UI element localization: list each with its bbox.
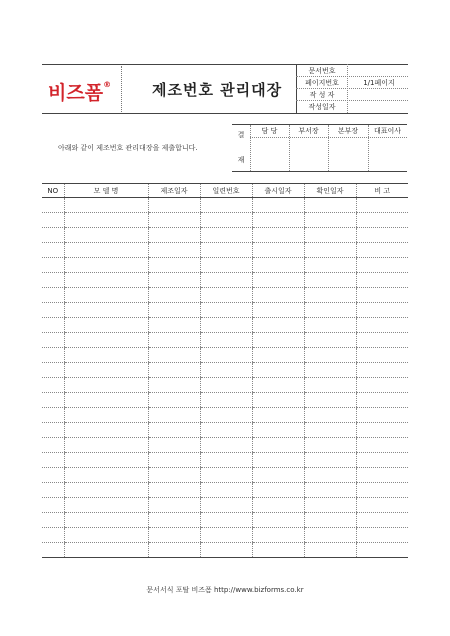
table-cell[interactable] — [200, 513, 252, 528]
table-cell[interactable] — [42, 378, 64, 393]
meta-date: 작성일자 — [308, 103, 336, 111]
approval-side-top: 결 — [237, 131, 245, 139]
table-cell[interactable] — [64, 378, 148, 393]
table-row — [42, 348, 408, 363]
table-row — [42, 543, 408, 558]
table-cell[interactable] — [42, 498, 64, 513]
table-cell[interactable] — [148, 453, 200, 468]
col-check-date: 확인일자 — [304, 184, 356, 198]
table-row — [42, 273, 408, 288]
table-body — [42, 198, 408, 558]
table-cell[interactable] — [200, 303, 252, 318]
table-row — [42, 198, 408, 213]
table-cell[interactable] — [252, 273, 304, 288]
table-row — [42, 468, 408, 483]
table-cell[interactable] — [148, 288, 200, 303]
table-cell[interactable] — [64, 453, 148, 468]
table-cell[interactable] — [148, 273, 200, 288]
meta-page-number: 페이지번호 1/1페이지 — [296, 76, 408, 89]
table-row — [42, 333, 408, 348]
table-cell[interactable] — [42, 393, 64, 408]
table-cell[interactable] — [200, 528, 252, 543]
table-cell[interactable] — [200, 318, 252, 333]
table-cell[interactable] — [252, 378, 304, 393]
table-row — [42, 303, 408, 318]
table-cell[interactable] — [356, 213, 408, 228]
table-cell[interactable] — [148, 363, 200, 378]
table-cell[interactable] — [252, 408, 304, 423]
table-cell[interactable] — [42, 543, 64, 558]
table-cell[interactable] — [304, 213, 356, 228]
table-cell[interactable] — [356, 258, 408, 273]
table-cell[interactable] — [64, 288, 148, 303]
table-cell[interactable] — [356, 468, 408, 483]
table-cell[interactable] — [304, 393, 356, 408]
table-cell[interactable] — [304, 378, 356, 393]
table-cell[interactable] — [200, 258, 252, 273]
table-cell[interactable] — [42, 228, 64, 243]
table-cell[interactable] — [42, 288, 64, 303]
table-row — [42, 288, 408, 303]
table-cell[interactable] — [356, 408, 408, 423]
table-cell[interactable] — [200, 363, 252, 378]
table-cell[interactable] — [200, 378, 252, 393]
table-cell[interactable] — [304, 543, 356, 558]
table-cell[interactable] — [64, 468, 148, 483]
table-cell[interactable] — [64, 363, 148, 378]
table-cell[interactable] — [200, 393, 252, 408]
table-cell[interactable] — [148, 543, 200, 558]
table-cell[interactable] — [64, 273, 148, 288]
table-cell[interactable] — [304, 243, 356, 258]
table-cell[interactable] — [356, 288, 408, 303]
table-cell[interactable] — [42, 243, 64, 258]
col-model-name: 모 델 명 — [64, 184, 148, 198]
table-cell[interactable] — [200, 243, 252, 258]
table-cell[interactable] — [148, 348, 200, 363]
table-cell[interactable] — [356, 243, 408, 258]
table-cell[interactable] — [148, 258, 200, 273]
table-cell[interactable] — [356, 513, 408, 528]
table-cell[interactable] — [64, 198, 148, 213]
table-cell[interactable] — [304, 483, 356, 498]
table-cell[interactable] — [200, 498, 252, 513]
table-cell[interactable] — [148, 498, 200, 513]
bizforms-logo: 비즈폼® — [48, 80, 112, 104]
meta-author: 작 성 자 — [296, 88, 408, 101]
table-cell[interactable] — [200, 213, 252, 228]
table-cell[interactable] — [304, 273, 356, 288]
table-cell[interactable] — [148, 423, 200, 438]
document-meta-box — [296, 64, 408, 113]
header-bottom-rule — [42, 113, 408, 114]
table-cell[interactable] — [64, 483, 148, 498]
table-row — [42, 258, 408, 273]
table-cell[interactable] — [252, 483, 304, 498]
table-cell[interactable] — [252, 258, 304, 273]
table-cell[interactable] — [304, 438, 356, 453]
table-cell[interactable] — [356, 393, 408, 408]
table-cell[interactable] — [356, 498, 408, 513]
table-row — [42, 318, 408, 333]
intro-text: 아래와 같이 제조번호 관리대장을 제출합니다. — [58, 144, 198, 152]
table-cell[interactable] — [252, 363, 304, 378]
table-cell[interactable] — [64, 243, 148, 258]
table-cell[interactable] — [304, 528, 356, 543]
table-cell[interactable] — [200, 228, 252, 243]
table-cell[interactable] — [42, 453, 64, 468]
table-cell[interactable] — [356, 423, 408, 438]
table-cell[interactable] — [252, 438, 304, 453]
table-cell[interactable] — [200, 198, 252, 213]
logo-divider — [121, 66, 122, 112]
table-cell[interactable] — [42, 423, 64, 438]
table-cell[interactable] — [252, 543, 304, 558]
table-cell[interactable] — [304, 348, 356, 363]
table-cell[interactable] — [304, 288, 356, 303]
table-cell[interactable] — [304, 363, 356, 378]
table-cell[interactable] — [356, 378, 408, 393]
table-cell[interactable] — [42, 438, 64, 453]
table-row — [42, 453, 408, 468]
table-cell[interactable] — [252, 228, 304, 243]
table-cell[interactable] — [356, 483, 408, 498]
table-cell[interactable] — [200, 423, 252, 438]
table-row — [42, 513, 408, 528]
table-cell[interactable] — [42, 513, 64, 528]
table-cell[interactable] — [356, 348, 408, 363]
table-cell[interactable] — [304, 468, 356, 483]
table-cell[interactable] — [42, 408, 64, 423]
table-cell[interactable] — [148, 243, 200, 258]
table-cell[interactable] — [200, 408, 252, 423]
table-cell[interactable] — [252, 333, 304, 348]
table-cell[interactable] — [148, 333, 200, 348]
table-cell[interactable] — [64, 318, 148, 333]
table-cell[interactable] — [200, 453, 252, 468]
table-cell[interactable] — [356, 318, 408, 333]
table-cell[interactable] — [252, 348, 304, 363]
table-cell[interactable] — [200, 348, 252, 363]
table-row — [42, 423, 408, 438]
table-cell[interactable] — [200, 288, 252, 303]
table-cell[interactable] — [42, 258, 64, 273]
table-cell[interactable] — [304, 513, 356, 528]
table-cell[interactable] — [252, 213, 304, 228]
table-cell[interactable] — [252, 198, 304, 213]
table-cell[interactable] — [200, 333, 252, 348]
table-cell[interactable] — [252, 453, 304, 468]
table-cell[interactable] — [304, 318, 356, 333]
table-cell[interactable] — [148, 468, 200, 483]
table-cell[interactable] — [200, 273, 252, 288]
table-cell[interactable] — [42, 363, 64, 378]
table-cell[interactable] — [64, 303, 148, 318]
table-cell[interactable] — [252, 468, 304, 483]
table-cell[interactable] — [252, 393, 304, 408]
table-cell[interactable] — [200, 438, 252, 453]
col-remarks: 비 고 — [356, 184, 408, 198]
table-row — [42, 243, 408, 258]
table-cell[interactable] — [200, 483, 252, 498]
table-cell[interactable] — [356, 363, 408, 378]
approval-side-bottom: 재 — [237, 156, 245, 164]
table-cell[interactable] — [148, 438, 200, 453]
meta-doc-number: 문서번호 — [296, 64, 408, 77]
table-cell[interactable] — [148, 408, 200, 423]
table-cell[interactable] — [356, 198, 408, 213]
table-cell[interactable] — [252, 498, 304, 513]
table-cell[interactable] — [148, 528, 200, 543]
table-row — [42, 228, 408, 243]
table-cell[interactable] — [356, 528, 408, 543]
table-cell[interactable] — [148, 393, 200, 408]
table-cell[interactable] — [252, 513, 304, 528]
approval-box — [232, 124, 407, 172]
table-cell[interactable] — [356, 543, 408, 558]
table-cell[interactable] — [42, 273, 64, 288]
approval-role-staff: 담 당 — [261, 127, 278, 135]
col-no: NO — [42, 184, 64, 198]
table-cell[interactable] — [148, 303, 200, 318]
table-cell[interactable] — [42, 468, 64, 483]
table-row — [42, 483, 408, 498]
table-cell[interactable] — [64, 348, 148, 363]
table-cell[interactable] — [64, 543, 148, 558]
table-cell[interactable] — [42, 198, 64, 213]
table-cell[interactable] — [252, 318, 304, 333]
table-cell[interactable] — [42, 333, 64, 348]
table-cell[interactable] — [304, 453, 356, 468]
table-cell[interactable] — [148, 513, 200, 528]
table-cell[interactable] — [304, 423, 356, 438]
table-cell[interactable] — [356, 303, 408, 318]
table-cell[interactable] — [64, 408, 148, 423]
table-cell[interactable] — [252, 303, 304, 318]
table-cell[interactable] — [64, 498, 148, 513]
table-cell[interactable] — [252, 288, 304, 303]
table-cell[interactable] — [304, 408, 356, 423]
table-row — [42, 438, 408, 453]
footer-text: 문서서식 포탈 비즈폼 http://www.bizforms.co.kr — [146, 586, 304, 594]
table-cell[interactable] — [42, 318, 64, 333]
table-cell[interactable] — [356, 273, 408, 288]
table-row — [42, 408, 408, 423]
table-cell[interactable] — [64, 513, 148, 528]
table-cell[interactable] — [64, 333, 148, 348]
table-cell[interactable] — [304, 333, 356, 348]
table-cell[interactable] — [304, 228, 356, 243]
table-cell[interactable] — [356, 228, 408, 243]
table-row — [42, 363, 408, 378]
table-cell[interactable] — [64, 213, 148, 228]
table-cell[interactable] — [148, 483, 200, 498]
table-row — [42, 393, 408, 408]
table-cell[interactable] — [304, 198, 356, 213]
table-cell[interactable] — [356, 438, 408, 453]
serial-register-table — [42, 183, 408, 558]
table-cell[interactable] — [252, 528, 304, 543]
table-cell[interactable] — [64, 393, 148, 408]
approval-role-ceo: 대표이사 — [373, 127, 402, 135]
table-cell[interactable] — [64, 423, 148, 438]
table-row — [42, 213, 408, 228]
table-cell[interactable] — [304, 303, 356, 318]
table-cell[interactable] — [148, 318, 200, 333]
table-cell[interactable] — [304, 498, 356, 513]
table-cell[interactable] — [64, 228, 148, 243]
table-cell[interactable] — [304, 258, 356, 273]
table-cell[interactable] — [148, 198, 200, 213]
document-title: 제조번호 관리대장 — [152, 81, 283, 99]
table-row — [42, 378, 408, 393]
table-row — [42, 528, 408, 543]
table-cell[interactable] — [200, 543, 252, 558]
table-cell[interactable] — [64, 258, 148, 273]
col-serial-number: 일련번호 — [200, 184, 252, 198]
col-release-date: 출시일자 — [252, 184, 304, 198]
table-cell[interactable] — [42, 303, 64, 318]
table-cell[interactable] — [64, 438, 148, 453]
table-header-row — [42, 184, 408, 198]
table-cell[interactable] — [148, 213, 200, 228]
table-cell[interactable] — [252, 423, 304, 438]
approval-role-dept-head: 부서장 — [298, 127, 319, 135]
col-manufacture-date: 제조일자 — [148, 184, 200, 198]
table-cell[interactable] — [42, 213, 64, 228]
table-row — [42, 498, 408, 513]
table-cell[interactable] — [200, 468, 252, 483]
table-cell[interactable] — [356, 333, 408, 348]
approval-role-division-head: 본부장 — [337, 127, 359, 135]
table-cell[interactable] — [42, 348, 64, 363]
table-cell[interactable] — [42, 483, 64, 498]
table-cell[interactable] — [148, 378, 200, 393]
table-cell[interactable] — [356, 453, 408, 468]
table-cell[interactable] — [42, 528, 64, 543]
table-cell[interactable] — [64, 528, 148, 543]
table-cell[interactable] — [148, 228, 200, 243]
table-cell[interactable] — [252, 243, 304, 258]
